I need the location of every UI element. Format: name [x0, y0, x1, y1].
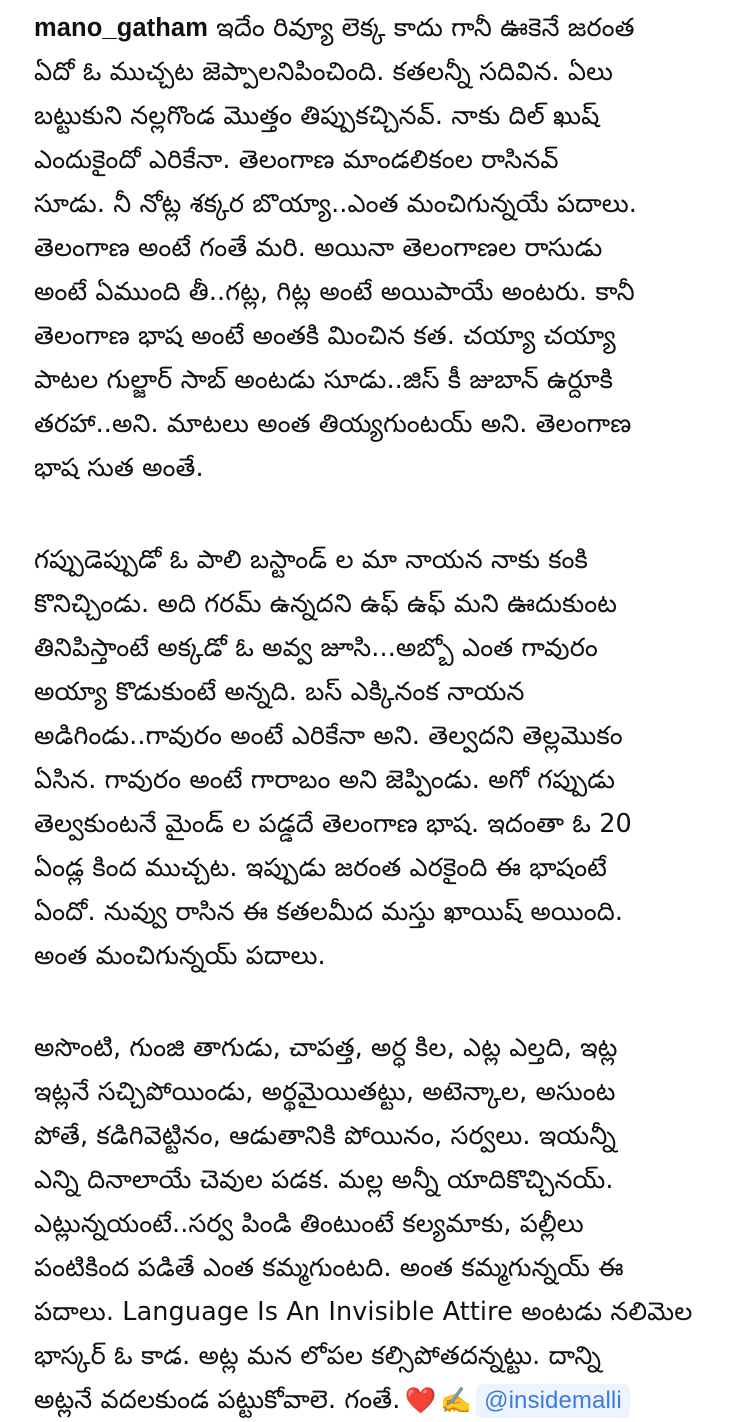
caption-line [34, 270, 725, 314]
caption-line [34, 1334, 725, 1378]
caption-text: తినిపిస్తాంటే అక్కడో ఓ అవ్వ జూసి...అబ్బో ఎంత గావురం [34, 633, 598, 663]
caption-line [34, 1202, 725, 1246]
caption-text: భాస్కర్ ఓ కాడ. అట్ల మన లోపల కల్సిపోతదన్నట్టు. దాన్ని [34, 1341, 602, 1371]
writing-hand-icon: ✍️ [440, 1386, 473, 1416]
caption-line [34, 1378, 725, 1422]
mention-link[interactable]: @insidemalli [476, 1384, 630, 1418]
caption-paragraph-1 [34, 6, 725, 490]
caption-text: భాష సుత అంతే. [34, 453, 204, 483]
caption-line [34, 1158, 725, 1202]
caption-text: అడిగిండు..గావురం అంటే ఎరికేనా అని. తెల్వదని తెల్లమొకం [34, 721, 623, 751]
caption-text: ఎందుకైందో ఎరికేనా. తెలంగాణ మాండలికంల రాసినవ్ [34, 145, 559, 175]
caption-text: ఎట్లున్నయంటే..సర్వ పిండి తింటుంటే కల్యమాకు, పల్లీలు [34, 1209, 584, 1239]
caption-line [34, 934, 725, 978]
caption-line [34, 582, 725, 626]
caption-text: పంటికింద పడితే ఎంత కమ్మగుంటది. అంత కమ్మగున్నయ్ ఈ [34, 1253, 624, 1283]
caption-text: తెలంగాణ అంటే గంతే మరి. అయినా తెలంగాణల రాసుడు [34, 233, 603, 263]
red-heart-icon: ❤️ [404, 1386, 437, 1416]
caption-text: ఏదో ఓ ముచ్చట జెప్పాలనిపించింది. కతలన్నీ సదివిన. ఏలు [34, 57, 614, 87]
caption-line [34, 714, 725, 758]
caption-text: అసొంటి, గుంజి తాగుడు, చాపత్త, అర్ధ కిల, ఎట్ల ఎల్తది, ఇట్ల [34, 1033, 618, 1063]
caption-text: తెలంగాణ భాష అంటే అంతకి మించిన కత. చయ్యా చయ్యా [34, 321, 616, 351]
caption-line [34, 402, 725, 446]
caption-text: ఎన్ని దినాలాయే చెవుల పడక. మల్ల అన్నీ యాదికొచ్చినయ్. [34, 1165, 614, 1195]
caption-text: ఏసిన. గావురం అంటే గారాబం అని జెప్పిండు. అగో గప్పుడు [34, 765, 616, 795]
caption-text: అయ్యా కొడుకుంటే అన్నది. బస్ ఎక్కినంక నాయన [34, 677, 525, 707]
caption-text: అంత మంచిగున్నయ్ పదాలు. [34, 941, 326, 971]
caption-line [34, 358, 725, 402]
caption-line [34, 846, 725, 890]
caption-line [34, 802, 725, 846]
caption-line [34, 758, 725, 802]
caption-text: అట్లనే వదలకుండ పట్టుకోవాలె. గంతే. [34, 1385, 401, 1415]
caption-line [34, 538, 725, 582]
caption-line [34, 226, 725, 270]
caption-text: ఏండ్ల కింద ముచ్చట. ఇప్పుడు జరంత ఎరకైంది ఈ భాషంటే [34, 853, 607, 883]
caption-line [34, 670, 725, 714]
caption-line [34, 50, 725, 94]
caption-line [34, 890, 725, 934]
caption-line [34, 314, 725, 358]
caption-text: గప్పుడెప్పుడో ఓ పాలి బస్టాండ్ ల మా నాయన నాకు కంకి [34, 545, 588, 575]
caption-line [34, 1246, 725, 1290]
caption-line [34, 182, 725, 226]
caption-text: కొనిచ్చిండు. అది గరమ్ ఉన్నదని ఉఫ్ ఉఫ్ మని ఊదుకుంట [34, 589, 618, 619]
caption-line [34, 1114, 725, 1158]
caption-line [34, 626, 725, 670]
caption-text: తరహా..అని. మాటలు అంత తియ్యగుంటయ్ అని. తెలంగాణ [34, 409, 632, 439]
username-link[interactable]: mano_gatham [34, 14, 208, 42]
caption-line [34, 1290, 725, 1334]
caption-line [34, 94, 725, 138]
caption-line [34, 1070, 725, 1114]
caption-line [34, 138, 725, 182]
caption-text: పాటల గుల్జార్ సాబ్ అంటడు సూడు..జిస్ కీ జుబాన్ ఉర్దూకి [34, 365, 614, 395]
caption-text: ఇట్లనే సచ్చిపోయిండు, అర్థమైయితట్టు, అటెన్కాల, అసుంట [34, 1077, 616, 1107]
caption-line [34, 1026, 725, 1070]
caption-paragraph-2 [34, 538, 725, 978]
caption-text: తెల్వకుంటనే మైండ్ ల పడ్డదే తెలంగాణ భాష. ఇదంతా ఓ 20 [34, 809, 632, 839]
caption-text: పదాలు. Language Is An Invisible Attire అంటడు నలిమెల [34, 1297, 693, 1327]
caption-paragraph-3 [34, 1026, 725, 1422]
caption-text: పోతే, కడిగివెట్టినం, ఆడుతానికి పోయినం, సర్వలు. ఇయన్నీ [34, 1121, 617, 1151]
caption-line [34, 6, 725, 50]
caption-text: సూడు. నీ నోట్ల శక్కర బొయ్యా..ఎంత మంచిగున్నయే పదాలు. [34, 189, 637, 219]
caption-text: బట్టుకుని నల్లగొండ మొత్తం తిప్పుకచ్చినవ్. నాకు దిల్ ఖుష్ [34, 101, 600, 131]
caption-text: అంటే ఏముంది తీ..గట్ల, గిట్ల అంటే అయిపాయే అంటరు. కానీ [34, 277, 635, 307]
caption-text: ఇదేం రివ్యూ లెక్క కాదు గానీ ఊకెనే జరంత [207, 13, 635, 43]
caption-line [34, 446, 725, 490]
caption-text: ఏందో. నువ్వు రాసిన ఈ కతలమీద మస్తు ఖాయిష్ అయింది. [34, 897, 624, 927]
